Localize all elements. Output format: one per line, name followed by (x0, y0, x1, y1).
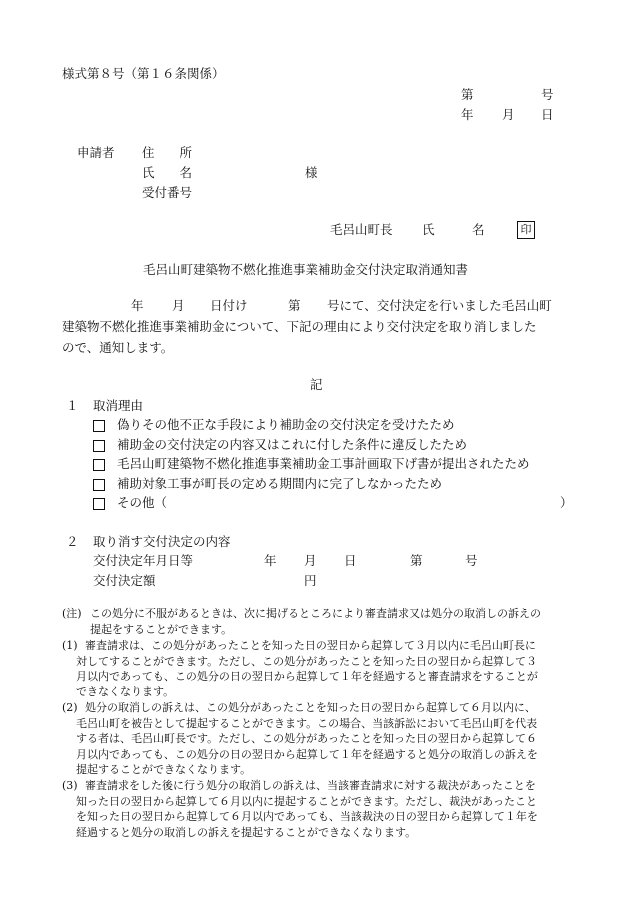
intro-no: 第 (288, 298, 301, 313)
intro-day: 日付け (210, 298, 248, 313)
address-label: 住 所 (142, 145, 193, 160)
note2-line-1: 処分の取消しの訴えは、この処分があったことを知った日の翌日から起算して６月以内に、 (85, 701, 536, 714)
intro-line3: ので、通知します。 (62, 340, 174, 355)
reason-2: 補助金の交付決定の内容又はこれに付した条件に違反したため (117, 437, 468, 452)
note2-line-2: 毛呂山町を被告として提起することができます。この場合、当該訴訟において毛呂山町を代表 (76, 717, 538, 730)
note1-label: (1) (62, 639, 78, 652)
seal-mark: 印 (517, 221, 535, 239)
name-label: 氏 名 (142, 165, 193, 180)
note1-line-4: できなくなります。 (76, 685, 175, 698)
checkbox-reason-4[interactable] (93, 479, 105, 491)
issuer-title: 毛呂山町長 (330, 222, 393, 237)
decision-amount-label: 交付決定額 (93, 573, 156, 588)
note2-line-3: する者は、毛呂山町長です。ただし、この処分があったことを知った日の翌日から起算して６ (76, 732, 538, 745)
decision-date-label: 交付決定年月日等 (93, 553, 194, 568)
honorific: 様 (305, 165, 318, 180)
decision-amount-yen: 円 (304, 573, 317, 588)
decision-day: 日 (344, 553, 357, 568)
intro-year: 年 (131, 298, 144, 313)
date-year: 年 (461, 107, 474, 122)
note3-line-2: 知った日の翌日から起算して６月以内に提起することができます。ただし、裁決があったこと (76, 795, 538, 808)
decision-no-prefix: 第 (410, 553, 423, 568)
section1-heading: 取消理由 (93, 398, 144, 413)
reason-other: その他（ (117, 495, 168, 510)
section2-number: ２ (66, 534, 79, 549)
doc-number-suffix: 号 (541, 87, 554, 102)
note-line-2: 提起をすることができます。 (90, 623, 233, 636)
checkbox-reason-other[interactable] (93, 498, 105, 510)
note3-line-1: 審査請求をした後に行う処分の取消しの訴えは、当該審査請求に対する裁決があったことを (85, 779, 536, 792)
section2-heading: 取り消す交付決定の内容 (93, 534, 231, 549)
document-title: 毛呂山町建築物不燃化推進事業補助金交付決定取消通知書 (143, 262, 469, 277)
date-month: 月 (502, 107, 515, 122)
checkbox-reason-1[interactable] (93, 420, 105, 432)
section1-number: １ (66, 398, 79, 413)
applicant-label: 申請者 (77, 145, 115, 160)
intro-month: 月 (172, 298, 185, 313)
reason-3: 毛呂山町建築物不燃化推進事業補助金工事計画取下げ書が提出されたため (117, 456, 530, 471)
note1-line-1: 審査請求は、この処分があったことを知った日の翌日から起算して３月以内に毛呂山町長に (85, 639, 536, 652)
note2-label: (2) (62, 701, 78, 714)
note-line-1: この処分に不服があるときは、次に掲げるところにより審査請求又は処分の取消しの訴えの (90, 607, 541, 620)
note3-line-3: を知った日の翌日から起算して６月以内であっても、当該裁決の日の翌日から起算して１年を (76, 810, 538, 823)
reason-4: 補助対象工事が町長の定める期間内に完了しなかったため (117, 476, 443, 491)
intro-line2: 建築物不燃化推進事業補助金について、下記の理由により交付決定を取り消しました (62, 319, 537, 334)
decision-year: 年 (264, 553, 277, 568)
reason-other-close: ） (560, 495, 573, 510)
doc-number-prefix: 第 (461, 87, 474, 102)
note-label: (注) (62, 607, 82, 620)
decision-month: 月 (304, 553, 317, 568)
checkbox-reason-2[interactable] (93, 440, 105, 452)
note1-line-2: 対してすることができます。ただし、この処分があったことを知った日の翌日から起算して３ (76, 655, 538, 668)
note3-label: (3) (62, 779, 78, 792)
form-number: 様式第８号（第１６条関係） (62, 66, 225, 81)
date-day: 日 (541, 107, 554, 122)
receipt-number-label: 受付番号 (142, 185, 193, 200)
decision-no-suffix: 号 (465, 553, 478, 568)
intro-line1-rest: 号にて、交付決定を行いました毛呂山町 (327, 298, 552, 313)
reason-1: 偽りその他不正な手段により補助金の交付決定を受けたため (117, 417, 455, 432)
note3-line-4: 経過すると処分の取消しの訴えを提起することができなくなります。 (76, 826, 417, 839)
note2-line-5: 提起することができなくなります。 (76, 763, 252, 776)
issuer-name-label: 氏 名 (422, 222, 485, 237)
note2-line-4: 月以内であっても、この処分の日の翌日から起算して１年を経過すると処分の取消しの訴えを (76, 748, 538, 761)
note1-line-3: 月以内であっても、この処分の日の翌日から起算して１年を経過すると審査請求をすることが (76, 670, 538, 683)
ki-mark: 記 (310, 377, 323, 392)
checkbox-reason-3[interactable] (93, 459, 105, 471)
